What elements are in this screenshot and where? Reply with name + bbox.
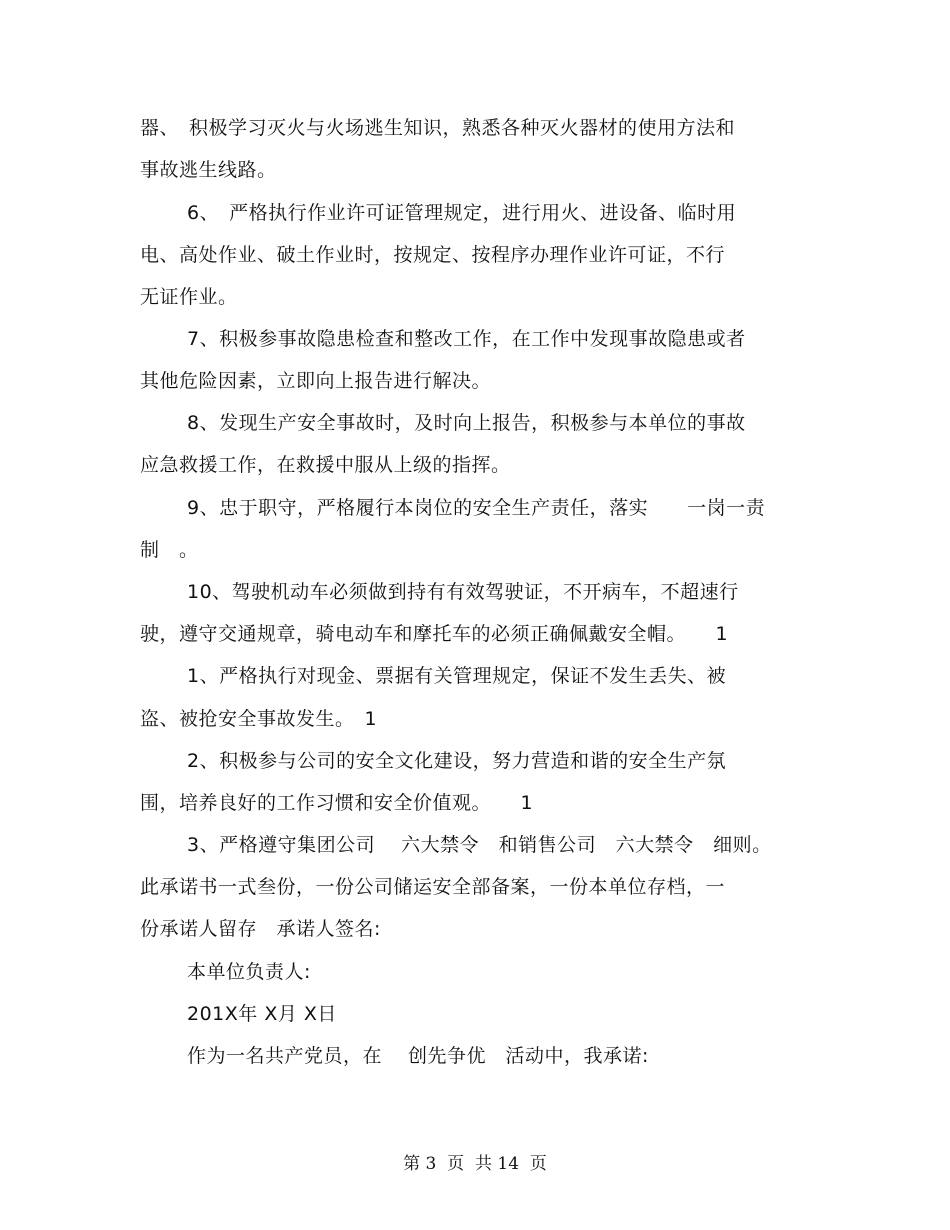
text-line: 2、积极参与公司的安全文化建设，努力营造和谐的安全生产氛 bbox=[187, 750, 727, 772]
page-number-footer: 第 3 页 共 14 页 bbox=[403, 1154, 547, 1174]
text-line: 电、高处作业、破土作业时，按规定、按程序办理作业许可证，不行 bbox=[140, 244, 726, 266]
text-line: 6、 严格执行作业许可证管理规定，进行用火、进设备、临时用 bbox=[187, 202, 737, 224]
text-line: 8、发现生产安全事故时，及时向上报告，积极参与本单位的事故 bbox=[187, 412, 746, 434]
text-line: 本单位负责人: bbox=[187, 961, 311, 983]
text-line: 驶，遵守交通规章，骑电动车和摩托车的必须正确佩戴安全帽。 1 bbox=[140, 623, 729, 645]
text-line: 器、 积极学习灭火与火场逃生知识，熟悉各种灭火器材的使用方法和 bbox=[140, 117, 736, 139]
text-line: 作为一名共产党员，在 创先争优 活动中，我承诺: bbox=[187, 1045, 649, 1067]
text-line: 制 。 bbox=[140, 539, 199, 561]
text-line: 10、驾驶机动车必须做到持有有效驾驶证，不开病车，不超速行 bbox=[187, 581, 739, 603]
text-line: 应急救援工作，在救援中服从上级的指挥。 bbox=[140, 454, 511, 476]
text-line: 此承诺书一式叁份，一份公司储运安全部备案，一份本单位存档，一 bbox=[140, 876, 726, 898]
text-line: 事故逃生线路。 bbox=[140, 159, 277, 181]
text-line: 1、严格执行对现金、票据有关管理规定，保证不发生丢失、被 bbox=[187, 665, 727, 687]
text-line: 围，培养良好的工作习惯和安全价值观。 1 bbox=[140, 792, 534, 814]
text-line: 9、忠于职守，严格履行本岗位的安全生产责任，落实 一岗一责 bbox=[187, 497, 766, 519]
text-line: 201X年 X月 X日 bbox=[187, 1003, 337, 1025]
text-line: 份承诺人留存 承诺人签名: bbox=[140, 918, 381, 940]
text-line: 7、积极参事故隐患检查和整改工作，在工作中发现事故隐患或者 bbox=[187, 328, 746, 350]
text-line: 其他危险因素，立即向上报告进行解决。 bbox=[140, 370, 492, 392]
text-line: 盗、被抢安全事故发生。 1 bbox=[140, 708, 378, 730]
text-line: 无证作业。 bbox=[140, 286, 238, 308]
text-line: 3、严格遵守集团公司 六大禁令 和销售公司 六大禁令 细则。 bbox=[187, 834, 772, 856]
